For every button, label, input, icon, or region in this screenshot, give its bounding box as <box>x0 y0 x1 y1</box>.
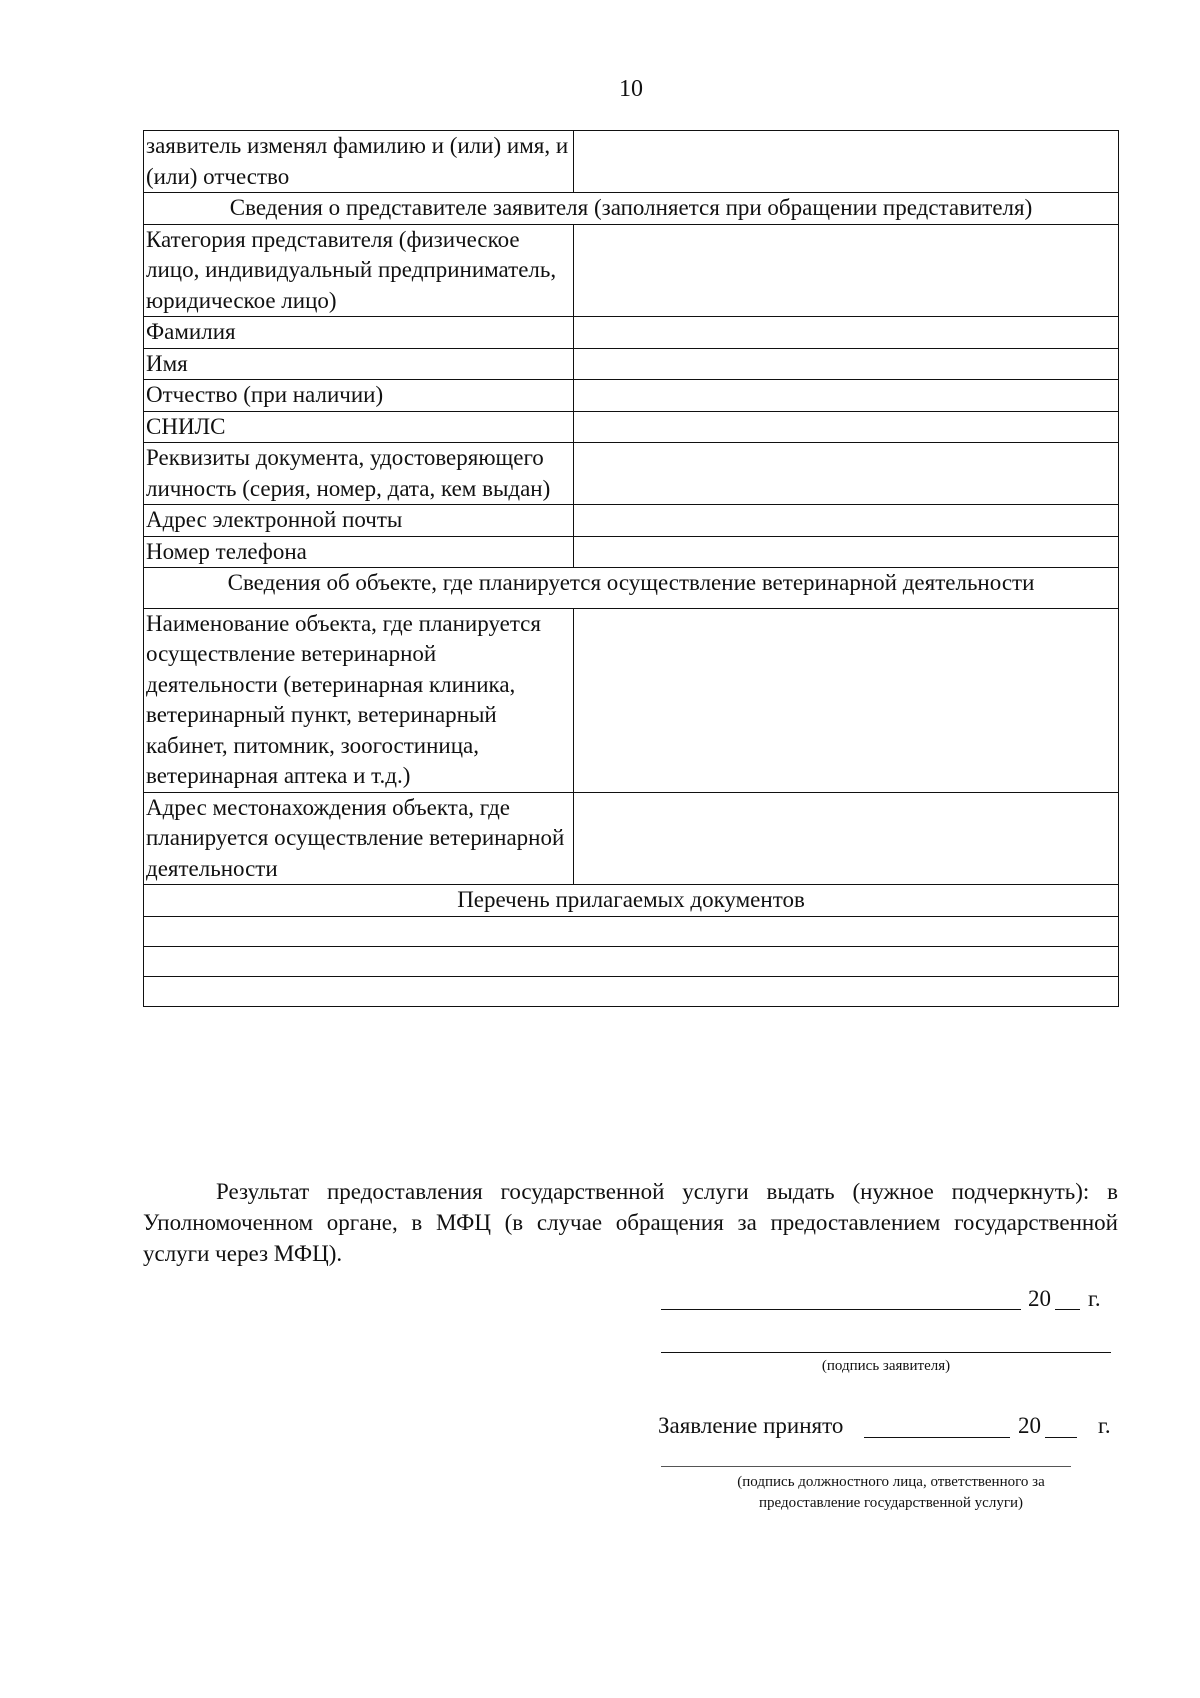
field-label-rep-snils: СНИЛС <box>144 411 574 443</box>
applicant-signature-caption: (подпись заявителя) <box>821 1358 951 1374</box>
field-value-rep-patronymic[interactable] <box>574 380 1119 412</box>
year-prefix: 20 <box>1028 1286 1051 1311</box>
field-label-rep-email: Адрес электронной почты <box>144 505 574 537</box>
field-label-object-name: Наименование объекта, где планируется осуществление ветеринарной деятельности (ветеринарная клиника, ветеринарный пункт, ветеринарный кабинет, питомник, зоогостиница, ветеринарная аптека и т.д.) <box>144 608 574 792</box>
field-value-rep-surname[interactable] <box>574 317 1119 349</box>
table-row <box>144 792 1119 885</box>
table-row <box>144 380 1119 412</box>
year-suffix: г. <box>1088 1286 1101 1311</box>
table-row <box>144 317 1119 349</box>
application-form-table <box>143 130 1119 1007</box>
official-signature-caption: (подпись должностного лица, ответственного за предоставление государственной услуги) <box>737 1474 1045 1511</box>
year-line[interactable] <box>1055 1309 1080 1310</box>
table-row <box>144 946 1119 976</box>
accepted-year-prefix: 20 <box>1018 1413 1041 1438</box>
section-header-object: Сведения об объекте, где планируется осуществление ветеринарной деятельности <box>144 568 1119 609</box>
table-row <box>144 505 1119 537</box>
table-row <box>144 916 1119 946</box>
field-value-rep-name[interactable] <box>574 348 1119 380</box>
table-row <box>144 193 1119 225</box>
field-label-object-address: Адрес местонахождения объекта, где планируется осуществление ветеринарной деятельности <box>144 792 574 885</box>
field-label-rep-name: Имя <box>144 348 574 380</box>
field-value-rep-category[interactable] <box>574 224 1119 317</box>
field-value-rep-snils[interactable] <box>574 411 1119 443</box>
table-row <box>144 885 1119 917</box>
accepted-year-line[interactable] <box>1045 1437 1077 1438</box>
table-row <box>144 608 1119 792</box>
table-row <box>144 568 1119 609</box>
field-value-rep-id-doc[interactable] <box>574 443 1119 505</box>
document-entry-1[interactable] <box>144 916 1119 946</box>
page-number: 10 <box>619 76 643 102</box>
table-row <box>144 443 1119 505</box>
accepted-label: Заявление принято <box>658 1413 844 1438</box>
field-label-rep-phone: Номер телефона <box>144 536 574 568</box>
field-value-name-changed[interactable] <box>574 131 1119 193</box>
field-label-name-changed: заявитель изменял фамилию и (или) имя, и (или) отчество <box>144 131 574 193</box>
field-value-rep-email[interactable] <box>574 505 1119 537</box>
result-delivery-paragraph: Результат предоставления государственной услуги выдать (нужное подчеркнуть): в Уполномоченном органе, в МФЦ (в случае обращения за предоставлением государственной услуги через МФЦ). <box>143 1179 1118 1266</box>
accepted-year-suffix: г. <box>1098 1413 1111 1438</box>
date-line[interactable] <box>661 1309 1021 1310</box>
table-row <box>144 131 1119 193</box>
accepted-date-line[interactable] <box>864 1437 1010 1438</box>
document-entry-3[interactable] <box>144 976 1119 1006</box>
field-value-object-address[interactable] <box>574 792 1119 885</box>
table-row <box>144 348 1119 380</box>
field-value-rep-phone[interactable] <box>574 536 1119 568</box>
applicant-signature-line[interactable] <box>661 1352 1111 1353</box>
table-row <box>144 536 1119 568</box>
field-label-rep-surname: Фамилия <box>144 317 574 349</box>
field-label-rep-category: Категория представителя (физическое лицо, индивидуальный предприниматель, юридическое лицо) <box>144 224 574 317</box>
document-entry-2[interactable] <box>144 946 1119 976</box>
table-row <box>144 411 1119 443</box>
field-label-rep-patronymic: Отчество (при наличии) <box>144 380 574 412</box>
section-header-representative: Сведения о представителе заявителя (заполняется при обращении представителя) <box>144 193 1119 225</box>
section-header-documents: Перечень прилагаемых документов <box>144 885 1119 917</box>
field-label-rep-id-doc: Реквизиты документа, удостоверяющего личность (серия, номер, дата, кем выдан) <box>144 443 574 505</box>
field-value-object-name[interactable] <box>574 608 1119 792</box>
table-row <box>144 224 1119 317</box>
official-signature-line[interactable] <box>661 1466 1071 1467</box>
table-row <box>144 976 1119 1006</box>
